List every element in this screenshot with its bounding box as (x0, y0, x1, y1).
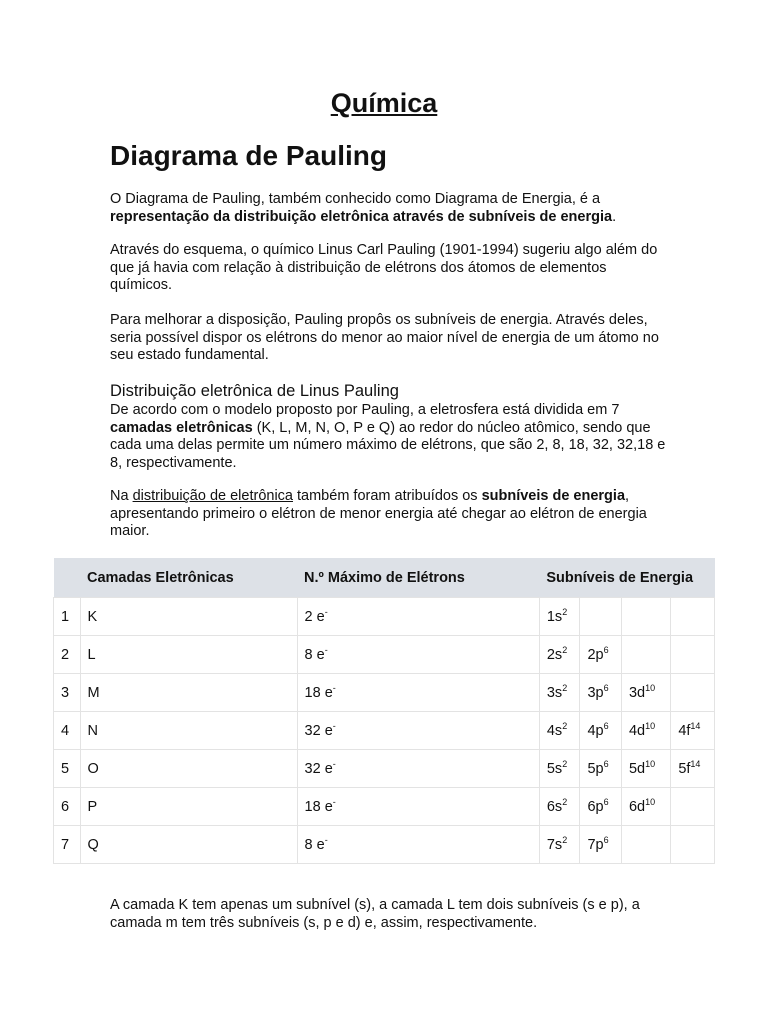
row-index-cell (54, 712, 81, 750)
sublevel-cell-text: 6s (546, 798, 563, 815)
layer-cell-text: P (87, 798, 98, 815)
sublevel-cell-text: 6p (587, 798, 604, 815)
sublevel-cell-text: 3p (587, 684, 604, 701)
sublevel-cell (539, 750, 580, 788)
sublevel-cell-superscript: 2 (562, 758, 568, 769)
text-run: (K, L, M, N, O, P e Q) ao redor do núcleo atômico, sendo que cada uma delas permite um número máximo de elétrons, que são 2, 8, 18, 32, 32,18 e 8, respectivamente. (110, 419, 666, 471)
table-row (54, 598, 715, 636)
bold-text: representação da distribuição eletrônica através de subníveis de energia (110, 208, 613, 225)
sublevel-cell (621, 674, 670, 712)
layer-cell (80, 598, 297, 636)
max-electrons-cell-superscript: - (324, 606, 328, 617)
layer-cell-text: M (87, 684, 100, 701)
sublevel-cell-superscript: 14 (690, 758, 701, 769)
text-run: também foram atribuídos os (292, 488, 482, 504)
sublevel-cell (539, 674, 580, 712)
bold-text: camadas eletrônicas (110, 419, 253, 436)
layer-cell-text: L (87, 646, 96, 663)
sublevel-cell-text: 4s (546, 722, 563, 739)
sublevel-cell-text: 5p (587, 760, 604, 777)
max-electrons-cell-superscript: - (332, 682, 336, 693)
sublevel-cell-superscript: 2 (562, 606, 568, 617)
sublevel-cell-superscript: 6 (603, 682, 609, 693)
header-max-electrons: N.º Máximo de Elétrons (297, 558, 539, 598)
sublevel-cell (539, 712, 580, 750)
sublevel-cell (671, 712, 715, 750)
layer-cell (80, 636, 297, 674)
sublevel-cell (580, 598, 622, 636)
sublevel-cell-text: 5d (628, 760, 646, 777)
layer-cell (80, 712, 297, 750)
layer-cell-text: N (87, 722, 98, 739)
sublevel-cell-text: 1s (546, 608, 563, 625)
layer-cell (80, 674, 297, 712)
sublevel-cell (621, 636, 670, 674)
layer-cell (80, 788, 297, 826)
sublevel-cell-superscript: 6 (603, 796, 609, 807)
max-electrons-cell-text: 18 e (304, 684, 333, 701)
sublevel-cell (539, 826, 580, 864)
max-electrons-cell-text: 32 e (304, 760, 333, 777)
sublevel-cell-superscript: 10 (645, 720, 656, 731)
sublevel-cell-superscript: 2 (562, 720, 568, 731)
sublevels-table (53, 558, 715, 864)
sublevel-cell-superscript: 10 (645, 758, 656, 769)
sublevel-cell-text: 7s (546, 836, 563, 853)
table-header-row (54, 558, 715, 598)
sublevel-cell (539, 788, 580, 826)
max-electrons-cell-superscript: - (324, 644, 328, 655)
row-index-cell (54, 750, 81, 788)
row-index-cell (54, 598, 81, 636)
paragraph-pauling: Através do esquema, o químico Linus Carl Pauling (1901-1994) sugeriu algo além do que já havia com relação à distribuição de elétrons dos átomos de elementos químicos. (110, 242, 658, 293)
sublevel-cell-superscript: 6 (603, 644, 609, 655)
sublevel-cell-text: 6d (628, 798, 646, 815)
paragraph-summary: A camada K tem apenas um subnível (s), a camada L tem dois subníveis (s e p), a camada m tem três subníveis (s, p e d) e, assim, respectivamente. (110, 897, 640, 931)
sublevel-cell (580, 826, 622, 864)
row-index-cell (54, 636, 81, 674)
sublevel-cell-text: 2s (546, 646, 563, 663)
paragraph-layers (110, 402, 670, 472)
max-electrons-cell (297, 674, 539, 712)
sublevel-cell-text: 2p (587, 646, 604, 663)
max-electrons-cell-superscript: - (324, 834, 328, 845)
sublevel-cell (580, 636, 622, 674)
row-index-cell (54, 826, 81, 864)
max-electrons-cell-text: 32 e (304, 722, 333, 739)
header-sublevels: Subníveis de Energia (539, 558, 714, 598)
sublevel-cell-superscript: 2 (562, 796, 568, 807)
header-index (54, 558, 81, 598)
sublevel-cell (580, 788, 622, 826)
sublevel-cell-superscript: 6 (603, 720, 609, 731)
row-index-cell-text: 5 (61, 760, 70, 777)
subsection-heading: Distribuição eletrônica de Linus Pauling (110, 382, 399, 400)
max-electrons-cell (297, 636, 539, 674)
sublevel-cell (621, 788, 670, 826)
max-electrons-cell-text: 18 e (304, 798, 333, 815)
sublevel-cell-text: 3d (628, 684, 646, 701)
sublevel-cell (621, 826, 670, 864)
max-electrons-cell (297, 712, 539, 750)
header-layers: Camadas Eletrônicas (80, 558, 297, 598)
bold-text: subníveis de energia (481, 488, 626, 504)
max-electrons-cell (297, 826, 539, 864)
sublevel-cell-text: 4d (628, 722, 646, 739)
sublevel-cell (539, 636, 580, 674)
layer-cell (80, 750, 297, 788)
sublevel-cell-superscript: 14 (690, 720, 701, 731)
text-run: De acordo com o modelo proposto por Pauling, a eletrosfera está dividida em 7 (110, 402, 620, 418)
sublevel-cell-superscript: 2 (562, 834, 568, 845)
sublevel-cell-superscript: 6 (603, 834, 609, 845)
row-index-cell-text: 7 (61, 836, 70, 853)
table-row (54, 788, 715, 826)
row-index-cell-text: 4 (61, 722, 70, 739)
text-run: , apresentando primeiro o elétron de menor energia até chegar ao elétron de energia maior. (110, 488, 647, 539)
row-index-cell (54, 674, 81, 712)
sublevel-cell-text: 7p (587, 836, 604, 853)
sublevel-cell-superscript: 10 (645, 796, 656, 807)
sublevel-cell-text: 5f (678, 760, 691, 777)
section-heading: Diagrama de Pauling (110, 140, 387, 171)
sublevel-cell (580, 750, 622, 788)
sublevel-cell-superscript: 2 (562, 644, 568, 655)
sublevel-cell (671, 788, 715, 826)
table-row (54, 750, 715, 788)
row-index-cell-text: 6 (61, 798, 70, 815)
sublevel-cell-superscript: 10 (645, 682, 656, 693)
layer-cell-text: Q (87, 836, 99, 853)
row-index-cell (54, 788, 81, 826)
sublevel-cell (671, 636, 715, 674)
sublevel-cell-text: 4p (587, 722, 604, 739)
layer-cell-text: O (87, 760, 99, 777)
max-electrons-cell-text: 8 e (304, 646, 325, 663)
layer-cell-text: K (87, 608, 98, 625)
sublevel-cell (621, 712, 670, 750)
sublevel-cell (580, 712, 622, 750)
max-electrons-cell-superscript: - (332, 720, 336, 731)
table-row (54, 712, 715, 750)
paragraph-disposition: Para melhorar a disposição, Pauling propôs os subníveis de energia. Através deles, seria possível dispor os elétrons do menor ao maior nível de energia de um átomo no seu estado fundamental. (110, 312, 659, 363)
sublevel-cell-text: 5s (546, 760, 563, 777)
table-row (54, 826, 715, 864)
sublevel-cell (671, 674, 715, 712)
paragraph-sublevels (110, 488, 670, 541)
max-electrons-cell-text: 8 e (304, 836, 325, 853)
sublevel-cell (671, 826, 715, 864)
row-index-cell-text: 3 (61, 684, 70, 701)
sublevel-cell (671, 598, 715, 636)
sublevel-cell (671, 750, 715, 788)
text-run: O Diagrama de Pauling, também conhecido como Diagrama de Energia, é a (110, 191, 601, 207)
sublevel-cell-superscript: 2 (562, 682, 568, 693)
sublevel-cell-text: 3s (546, 684, 563, 701)
row-index-cell-text: 1 (61, 608, 70, 625)
document-title: Química (330, 88, 438, 118)
max-electrons-cell-superscript: - (332, 758, 336, 769)
row-index-cell-text: 2 (61, 646, 70, 663)
sublevel-cell-superscript: 6 (603, 758, 609, 769)
sublevel-cell-text: 4f (678, 722, 691, 739)
sublevel-cell (539, 598, 580, 636)
text-run: . (612, 208, 617, 225)
sublevel-cell (580, 674, 622, 712)
table-row (54, 636, 715, 674)
layer-cell (80, 826, 297, 864)
max-electrons-cell-superscript: - (332, 796, 336, 807)
distribution-link[interactable]: distribuição de eletrônica (132, 488, 293, 504)
max-electrons-cell (297, 788, 539, 826)
sublevel-cell (621, 750, 670, 788)
table-row (54, 674, 715, 712)
max-electrons-cell (297, 598, 539, 636)
sublevel-cell (621, 598, 670, 636)
max-electrons-cell-text: 2 e (304, 608, 325, 625)
paragraph-intro (110, 191, 670, 226)
max-electrons-cell (297, 750, 539, 788)
text-run: Na (110, 488, 133, 504)
